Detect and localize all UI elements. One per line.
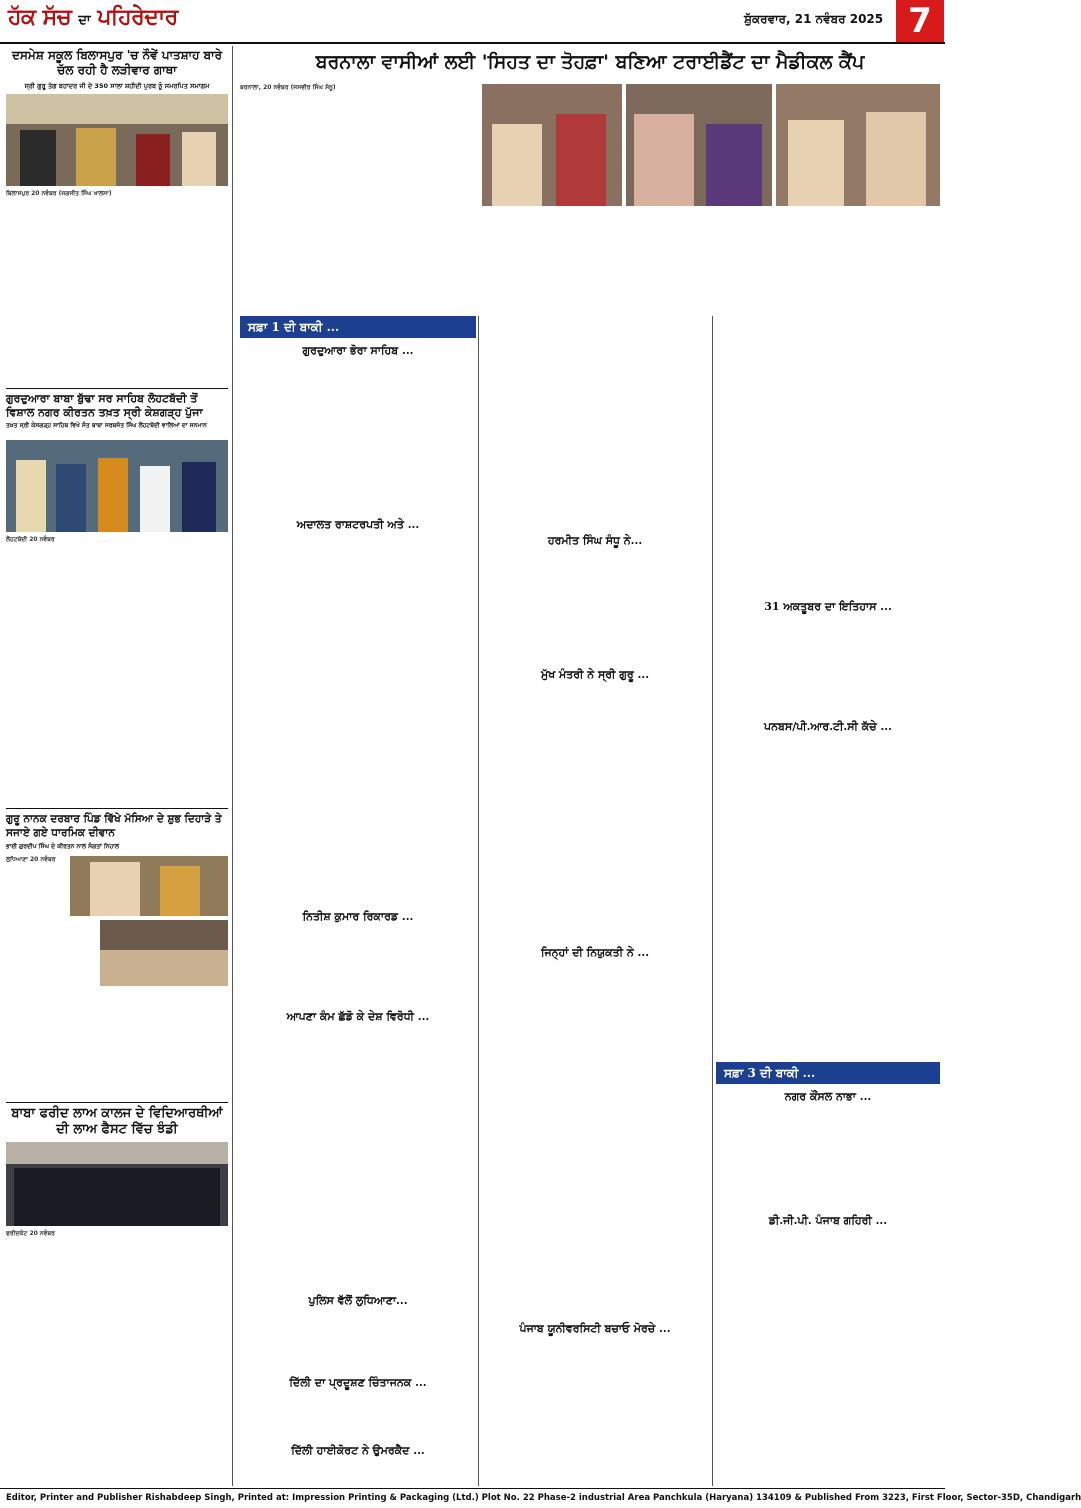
- section-band-page1: ਸਫ਼ਾ 1 ਦੀ ਬਾਕੀ ...: [240, 316, 476, 338]
- photo-camp-1: [482, 84, 622, 206]
- headline-farid: ਬਾਬਾ ਫਰੀਦ ਲਾਅ ਕਾਲਜ ਦੇ ਵਿਦਿਆਰਥੀਆਂ ਦੀ ਲਾਅ ਫੈਸਟ ਵਿੱਚ ਝੰਡੀ: [11, 1106, 223, 1137]
- headline-gurdwara: ਗੁਰਦੁਆਰਾ ਭੋਰਾ ਸਾਹਿਬ ...: [302, 344, 414, 357]
- headline-oct31: 31 ਅਕਤੂਬਰ ਦਾ ਇਤਿਹਾਸ ...: [764, 600, 892, 613]
- headline-punbus: ਪਨਬਸ/ਪੀ.ਆਰ.ਟੀ.ਸੀ ਕੱਚੇ ...: [764, 720, 892, 733]
- subhead-dasmesh: ਸ੍ਰੀ ਗੁਰੂ ਤੇਗ ਬਹਾਦਰ ਜੀ ਦੇ 350 ਸਾਲਾ ਸ਼ਹੀਦੀ ਪੁਰਬ ਨੂੰ ਸਮਰਪਿਤ ਸਮਾਗਮ: [24, 82, 210, 90]
- footer-imprint: Editor, Printer and Publisher Rishabdeep Singh, Printed at: Impression Printing & Packaging (Ltd.) Plot No. 22 Phase-2 industrial Area Panchkula (Haryana) 134109 & Published From 3223, First Floor, Sector-35D, Chandigarh: [0, 1488, 945, 1507]
- body-camp-cont: [482, 210, 708, 310]
- body-right-top: [716, 316, 940, 596]
- page-number: 7: [896, 0, 944, 42]
- subhead-nanak: ਭਾਈ ਗੁਰਦੀਪ ਸਿੰਘ ਦੇ ਕੀਰਤਨ ਨਾਲ ਸੰਗਤਾਂ ਨਿਹਾਲ: [6, 843, 120, 850]
- headline-medical-camp: ਬਰਨਾਲਾ ਵਾਸੀਆਂ ਲਈ 'ਸਿਹਤ ਦਾ ਤੋਹਫ਼ਾ' ਬਣਿਆ ਟਰਾਈਡੈਂਟ ਦਾ ਮੈਡੀਕਲ ਕੈਂਪ: [315, 51, 865, 73]
- headline-cm: ਮੁੱਖ ਮੰਤਰੀ ਨੇ ਸ੍ਰੀ ਗੁਰੂ ...: [540, 668, 650, 681]
- headline-harmeet: ਹਰਮੀਤ ਸਿੰਘ ਸੰਧੂ ਨੇ...: [547, 534, 643, 547]
- headline-president: ਅਦਾਲਤ ਰਾਸ਼ਟਰਪਤੀ ਅਤੇ ...: [296, 518, 420, 531]
- column-divider: [232, 46, 233, 1486]
- body-camp-cont-2: [714, 210, 940, 310]
- headline-apna: ਆਪਣਾ ਕੰਮ ਛੱਡੋ ਕੇ ਦੇਸ਼ ਵਿਰੋਧੀ ...: [286, 1010, 430, 1023]
- headline-dgp: ਡੀ.ਜੀ.ਪੀ. ਪੰਜਾਬ ਗਹਿਰੀ ...: [768, 1214, 888, 1227]
- body-council: [716, 1106, 940, 1210]
- photo-camp-3: [776, 84, 940, 206]
- headline-pu: ਪੰਜਾਬ ਯੂਨੀਵਰਸਿਟੀ ਬਚਾਓ ਮੋਰਚੇ ...: [519, 1322, 671, 1335]
- headline-nitish: ਨਿਤੀਸ਼ ਕੁਮਾਰ ਰਿਕਾਰਡ ...: [302, 910, 414, 923]
- photo-nanak-2: [100, 920, 228, 986]
- column-divider: [478, 316, 479, 1486]
- body-dasmesh: ਬਿਲਾਸਪੁਰ 20 ਨਵੰਬਰ (ਜਗਜੀਤ ਸਿੰਘ ਖਾਲਸਾ): [6, 190, 112, 197]
- photo-camp-2: [626, 84, 772, 206]
- headline-police: ਪੁਲਿਸ ਵੱਲੋਂ ਲੁਧਿਆਣਾ...: [308, 1294, 408, 1307]
- body-delhi-pollution: [240, 1392, 476, 1442]
- body-appoint: [482, 962, 708, 1318]
- body-harmeet: [482, 550, 708, 666]
- body-president: [240, 534, 476, 904]
- headline-delhi-hc: ਦਿੱਲੀ ਹਾਈਕੋਰਟ ਨੇ ਉਮਰਕੈਦ ...: [291, 1444, 425, 1457]
- masthead: [0, 0, 945, 44]
- body-camp: ਬਰਨਾਲਾ, 20 ਨਵੰਬਰ (ਜਸਵੀਰ ਸਿੰਘ ਸੋਨੂ): [240, 84, 336, 91]
- newspaper-logo: ਹੱਕ ਸੱਚ ਦਾ ਪਹਿਰੇਦਾਰ: [8, 4, 178, 30]
- body-cm: [482, 684, 708, 944]
- body-dgp: [716, 1230, 940, 1486]
- headline-nanak: ਗੁਰੂ ਨਾਨਕ ਦਰਬਾਰ ਪਿੰਡ ਵਿੱਖੇ ਮੱਸਿਆ ਦੇ ਸ਼ੁਭ ਦਿਹਾੜੇ ਤੇ ਸਜਾਏ ਗਏ ਧਾਰਮਿਕ ਦੀਵਾਨ: [6, 813, 222, 839]
- body-nitish: [240, 926, 476, 1006]
- headline-budha: ਗੁਰਦੁਆਰਾ ਬਾਬਾ ਬੁੱਢਾ ਸਰ ਸਾਹਿਬ ਲੋਹਟਬੱਦੀ ਤੋਂ ਵਿਸ਼ਾਲ ਨਗਰ ਕੀਰਤਨ ਤਖ਼ਤ ਸ੍ਰੀ ਕੇਸ਼ਗੜ੍ਹ ਪੁੱਜਾ: [6, 392, 203, 419]
- column-divider: [712, 316, 713, 1486]
- body-punbus: [716, 736, 940, 1058]
- body-delhi-hc: [240, 1460, 476, 1486]
- body-pu: [482, 1338, 708, 1486]
- body-apna: [240, 1026, 476, 1290]
- photo-dasmesh: [6, 94, 228, 186]
- body-budha: ਲੋਹਟਬੱਦੀ 20 ਨਵੰਬਰ: [6, 536, 55, 543]
- body-farid: ਫਰੀਦਕੋਟ 20 ਨਵੰਬਰ: [6, 1230, 55, 1237]
- body-nanak-cont: [6, 990, 228, 1100]
- photo-budha: [6, 440, 228, 532]
- headline-delhi-pollution: ਦਿੱਲੀ ਦਾ ਪ੍ਰਦੂਸ਼ਣ ਚਿੰਤਾਜਨਕ ...: [289, 1376, 427, 1389]
- body-police: [240, 1310, 476, 1372]
- headline-appoint: ਜਿਨ੍ਹਾਂ ਦੀ ਨਿਯੁਕਤੀ ਨੇ ...: [540, 946, 650, 959]
- headline-council: ਨਗਰ ਕੌਂਸਲ ਨਾਭਾ ...: [784, 1090, 872, 1103]
- section-band-page3: ਸਫ਼ਾ 3 ਦੀ ਬਾਕੀ ...: [716, 1062, 940, 1084]
- headline-dasmesh: ਦਸਮੇਸ਼ ਸਕੂਲ ਬਿਲਾਸਪੁਰ 'ਚ ਨੌਵੇਂ ਪਾਤਸ਼ਾਹ ਬਾਰੇ ਚੱਲ ਰਹੀ ਹੈ ਲੜੀਵਾਰ ਗਾਥਾ: [11, 48, 223, 77]
- body-camp-tail: [482, 316, 708, 530]
- subhead-budha: ਤਖ਼ਤ ਸ੍ਰੀ ਕੇਸਗੜ੍ਹ ਸਾਹਿਬ ਵਿਖੇ ਸੰਤ ਬਾਬਾ ਸਰਬਜੋਤ ਸਿੰਘ ਲੋਹਟਬੱਦੀ ਵਾਲਿਆਂ ਦਾ ਸਨਮਾਨ: [6, 422, 207, 429]
- issue-date: ਸ਼ੁੱਕਰਵਾਰ, 21 ਨਵੰਬਰ 2025: [744, 12, 884, 26]
- photo-farid: [6, 1142, 228, 1226]
- body-gurdwara: [240, 360, 476, 516]
- body-oct31: [716, 616, 940, 716]
- photo-nanak-1: [70, 856, 228, 916]
- body-nanak: ਲੁਧਿਆਣਾ 20 ਨਵੰਬਰ: [6, 856, 56, 863]
